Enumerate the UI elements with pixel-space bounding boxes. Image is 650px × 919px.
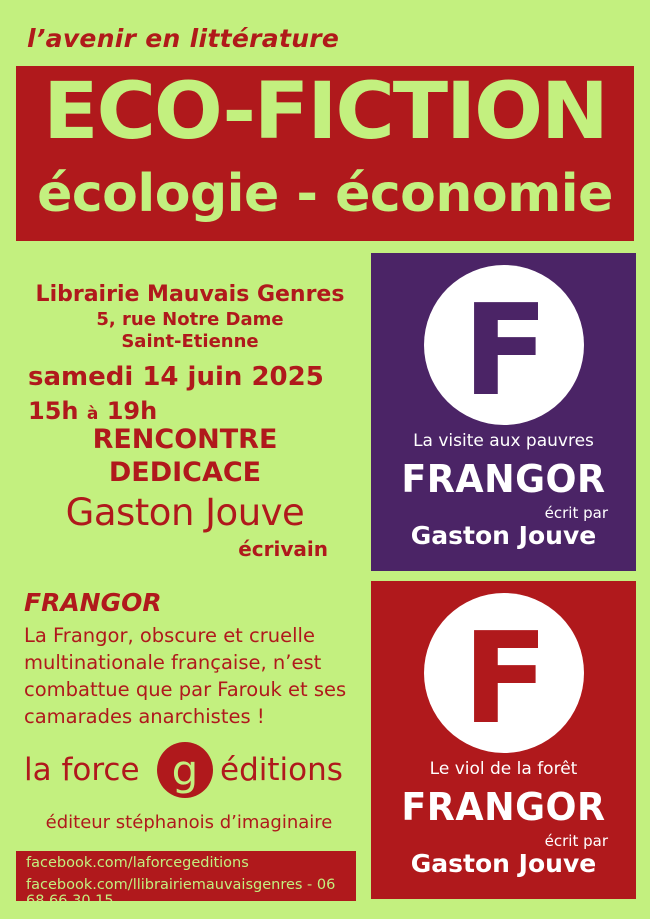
page-subtitle: écologie - économie	[37, 164, 613, 224]
hours-start: 15h	[28, 397, 79, 425]
publisher-mark-letter: g	[171, 746, 199, 795]
book-cover-1-written-by: écrit par	[544, 504, 608, 522]
footer-link-publisher[interactable]: facebook.com/laforcegeditions	[26, 855, 249, 871]
event-line2: DEDICACE	[108, 457, 262, 488]
footer-link-bookstore[interactable]: facebook.com/llibrairiemauvaisgenres - 06 68 66 30 15	[26, 877, 336, 909]
book-cover-1-author: Gaston Jouve	[410, 521, 597, 550]
book-cover-1-subtitle: La visite aux pauvres	[413, 431, 594, 451]
book-cover-2-written-by: écrit par	[544, 832, 608, 850]
venue-block	[30, 281, 350, 353]
footer-bar	[16, 851, 356, 909]
book-cover-2-subtitle: Le viol de la forêt	[429, 759, 578, 779]
publisher-word-left: la force	[24, 752, 140, 788]
frangor-mark-letter: F	[462, 605, 545, 752]
book-cover-2	[371, 581, 636, 899]
book-cover-1	[371, 253, 636, 571]
hours-end: 19h	[106, 397, 158, 425]
frangor-mark-icon	[424, 593, 584, 753]
event-line1: RENCONTRE	[92, 424, 278, 455]
event-author: Gaston Jouve	[65, 491, 305, 534]
frangor-mark-icon	[424, 265, 584, 425]
publisher-logo	[24, 742, 354, 798]
book-cover-2-author: Gaston Jouve	[410, 849, 597, 878]
book-title: FRANGOR	[24, 588, 162, 617]
title-block	[16, 66, 634, 241]
book-cover-1-brand: FRANGOR	[401, 457, 606, 501]
publisher-word-right: éditions	[220, 752, 343, 788]
book-blurb: La Frangor, obscure et cruelle multinationale française, n’est combattue que par Farouk et ses camarades anarchistes !	[24, 624, 347, 728]
event-author-role: écrivain	[238, 537, 328, 561]
tagline: l’avenir en littérature	[27, 24, 340, 53]
publisher-subtitle: éditeur stéphanois d’imaginaire	[45, 812, 333, 833]
event-date: samedi 14 juin 2025	[28, 362, 324, 392]
page-title: ECO-FICTION	[43, 67, 607, 157]
frangor-mark-letter: F	[462, 277, 545, 424]
venue-name: Librairie Mauvais Genres	[35, 282, 345, 307]
book-cover-2-brand: FRANGOR	[401, 785, 606, 829]
venue-city: Saint-Etienne	[121, 331, 259, 352]
venue-street: 5, rue Notre Dame	[96, 309, 284, 330]
event-block	[30, 424, 340, 562]
hours-joiner: à	[86, 404, 99, 424]
date-block	[28, 360, 348, 431]
publisher-mark-icon	[157, 742, 213, 798]
